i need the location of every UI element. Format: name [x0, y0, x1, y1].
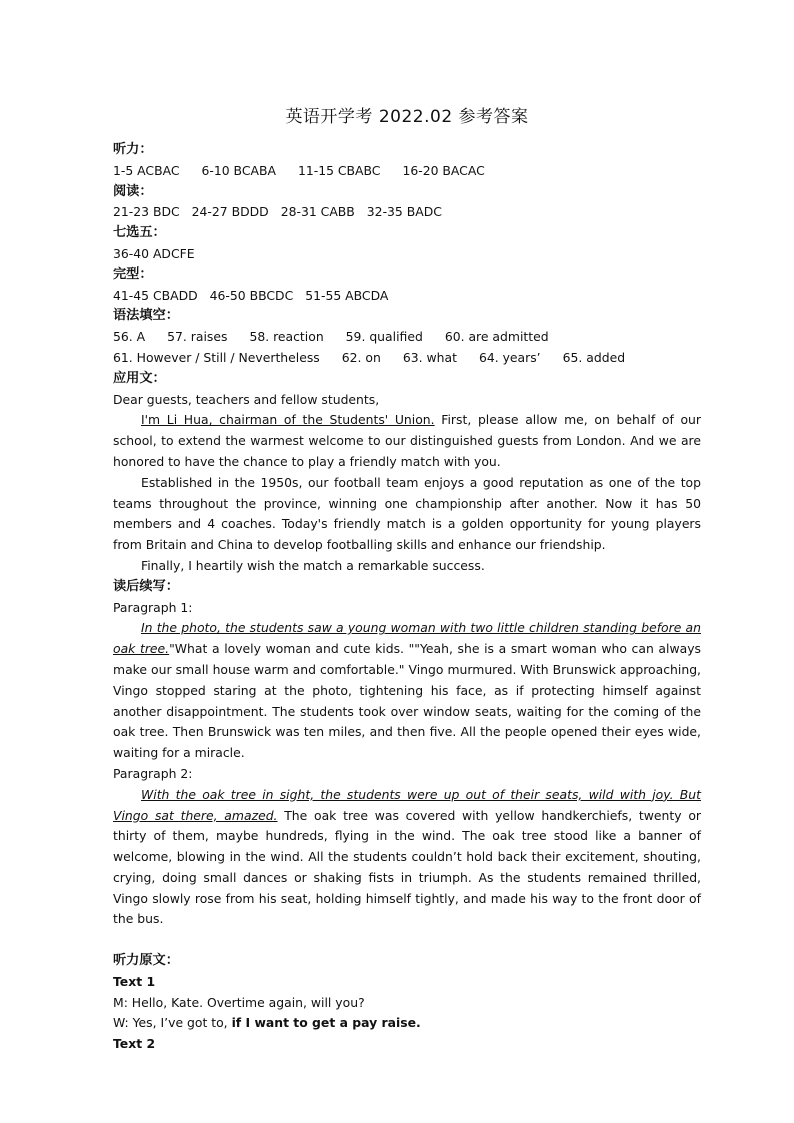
grammar-answers-row2: [113, 348, 701, 369]
answer-group: 21-23 BDC: [113, 204, 180, 220]
paragraph-1-label: Paragraph 1:: [113, 599, 193, 615]
grammar-heading: 语法填空：: [113, 308, 179, 324]
grammar-answer: 62. on: [341, 349, 381, 365]
cloze-answers: [113, 286, 701, 307]
grammar-answer: 60. are admitted: [444, 329, 549, 345]
grammar-answer: 59. qualified: [345, 329, 423, 345]
given-opening-sentence: With the oak tree in sight, the students were up out of their seats, wild with joy. But Vingo sat there, amazed.: [113, 786, 701, 823]
grammar-answer: 56. A: [113, 329, 146, 345]
grammar-answer: 57. raises: [167, 329, 228, 345]
continuation-paragraph-1: [113, 618, 701, 764]
grammar-answer: 64. years’: [478, 349, 541, 365]
answer-group: 46-50 BBCDC: [209, 287, 294, 303]
continuation-writing-heading: 读后续写：: [113, 578, 179, 594]
answer-group: 24-27 BDDD: [191, 204, 269, 220]
dialogue-line-m: M: Hello, Kate. Overtime again, will you?: [113, 994, 365, 1010]
listening-answers: [113, 161, 701, 182]
letter-paragraph-1: [113, 410, 701, 472]
dialogue-text: W: Yes, I’ve got to,: [113, 1015, 232, 1031]
cloze-heading: 完型：: [113, 266, 153, 282]
reading-heading: 阅读：: [113, 183, 153, 199]
given-opening-sentence: In the photo, the students saw a young woman with two little children standing before an oak tree.: [113, 620, 701, 657]
dialogue-line-w: [113, 1013, 701, 1034]
listening-heading: 听力：: [113, 142, 153, 157]
grammar-answer: 63. what: [402, 349, 457, 365]
grammar-answer: 58. reaction: [249, 329, 324, 345]
key-answer-text: if I want to get a pay raise.: [231, 1015, 421, 1031]
letter-paragraph-3: Finally, I heartily wish the match a remarkable success.: [141, 557, 485, 573]
grammar-answer: 61. However / Still / Nevertheless: [113, 349, 320, 365]
answer-group: 51-55 ABCDA: [305, 287, 389, 303]
answer-group: 1-5 ACBAC: [113, 162, 180, 178]
answer-group: 6-10 BCABA: [201, 162, 276, 178]
answer-group: 11-15 CBABC: [297, 162, 381, 178]
underlined-opening: I'm Li Hua, chairman of the Students' Union.: [141, 412, 435, 428]
page-title: 英语开学考 2022.02 参考答案: [285, 107, 529, 127]
paragraph-text: "What a lovely woman and cute kids. ""Yeah, she is a smart woman who can always make our small house warm and comfortable." Vingo murmured. With Brunswick approaching, Vingo stopped staring at the photo, tightening his face, as if protecting himself against another disappointment. The students took over window seats, waiting for the coming of the oak tree. Then Brunswick was ten miles, and then five. All the people opened their eyes wide, waiting for a miracle.: [113, 641, 701, 761]
answer-group: 28-31 CABB: [280, 204, 355, 220]
paragraph-text: The oak tree was covered with yellow handkerchiefs, twenty or thirty of them, maybe hundreds, flying in the wind. The oak tree stood like a banner of welcome, blowing in the wind. All the students couldn’t hold back their excitement, shouting, crying, doing small dances or shaking fists in triumph. As the students remained thrilled, Vingo slowly rose from his seat, holding himself tightly, and made his way to the front door of the bus.: [113, 807, 701, 927]
letter-paragraph-2: Established in the 1950s, our football team enjoys a good reputation as one of the top teams throughout the province, winning one championship after another. Now it has 50 members and 4 coaches. Today's friendly match is a golden opportunity for young players from Britain and China to develop footballing skills and enhance our friendship.: [113, 474, 701, 553]
seven-choice-answers: 36-40 ADCFE: [113, 245, 195, 261]
seven-choice-heading: 七选五：: [113, 225, 166, 241]
paragraph-2-label: Paragraph 2:: [113, 765, 193, 781]
answer-body: [113, 140, 701, 1055]
transcript-heading: 听力原文：: [113, 953, 179, 969]
continuation-paragraph-2: [113, 785, 701, 931]
text-1-label: Text 1: [113, 973, 156, 989]
letter-greeting: Dear guests, teachers and fellow students,: [113, 391, 380, 407]
grammar-answer: 65. added: [562, 349, 626, 365]
paragraph-text: First, please allow me, on behalf of our school, to extend the warmest welcome to our distinguished guests from London. And we are honored to have the chance to play a friendly match with you.: [113, 412, 702, 469]
practical-writing-heading: 应用文：: [113, 370, 166, 386]
answer-group: 41-45 CBADD: [113, 287, 198, 303]
answer-group: 16-20 BACAC: [402, 162, 485, 178]
grammar-answers-row1: [113, 327, 701, 348]
text-2-label: Text 2: [113, 1036, 156, 1052]
section-spacer: [113, 930, 701, 951]
answer-group: 32-35 BADC: [366, 204, 442, 220]
reading-answers: [113, 202, 701, 223]
